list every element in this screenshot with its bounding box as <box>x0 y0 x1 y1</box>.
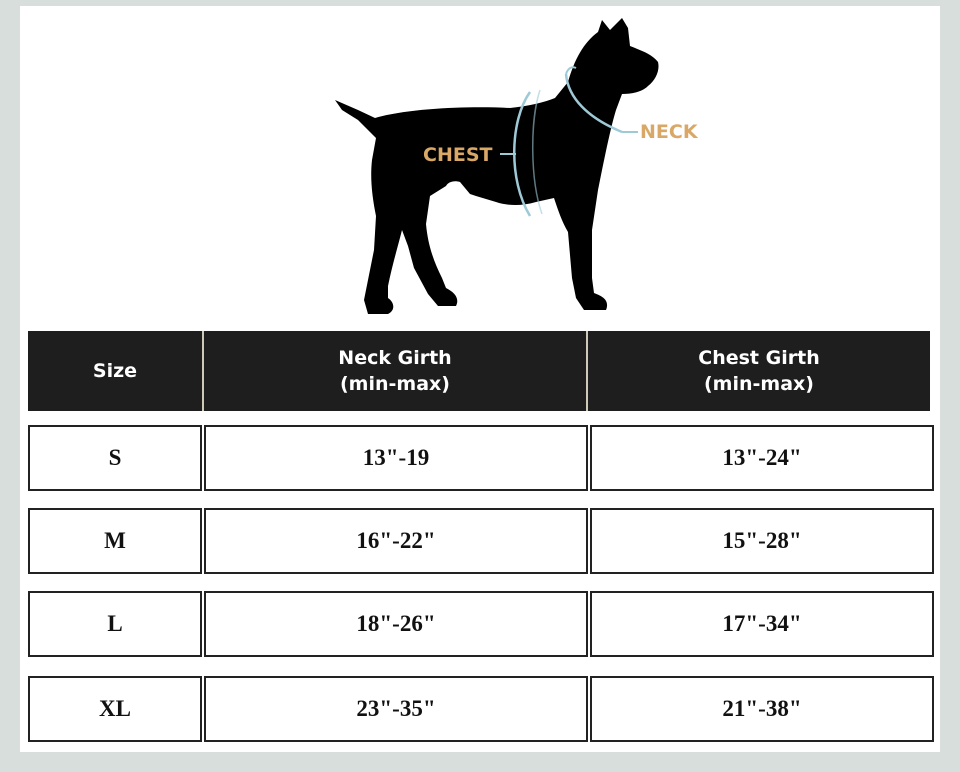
dog-silhouette-icon <box>330 10 730 320</box>
neck-girth-cell: 13"-19 <box>204 425 588 491</box>
neck-girth-cell: 23"-35" <box>204 676 588 742</box>
neck-label: NECK <box>640 121 698 143</box>
header-chest-girth <box>586 331 930 411</box>
size-cell: S <box>28 425 202 491</box>
header-neck-girth <box>202 331 586 411</box>
header-chest-line2: (min-max) <box>704 373 814 395</box>
chest-girth-cell: 15"-28" <box>590 508 934 574</box>
table-row <box>28 425 934 491</box>
header-neck-line2: (min-max) <box>340 373 450 395</box>
header-neck-line1: Neck Girth <box>338 347 452 369</box>
table-row <box>28 676 934 742</box>
header-size-text: Size <box>92 360 138 382</box>
chest-girth-cell: 17"-34" <box>590 591 934 657</box>
size-cell: XL <box>28 676 202 742</box>
table-row <box>28 591 934 657</box>
dog-body <box>335 18 659 314</box>
header-size <box>28 331 202 411</box>
table-row <box>28 508 934 574</box>
chest-label: CHEST <box>423 144 493 166</box>
neck-girth-cell: 18"-26" <box>204 591 588 657</box>
size-cell: M <box>28 508 202 574</box>
size-cell: L <box>28 591 202 657</box>
header-chest-line1: Chest Girth <box>698 347 820 369</box>
chest-girth-cell: 13"-24" <box>590 425 934 491</box>
dog-measurement-figure <box>330 10 730 320</box>
table-header-row <box>28 331 934 411</box>
chest-girth-cell: 21"-38" <box>590 676 934 742</box>
size-chart-card <box>20 6 940 752</box>
neck-girth-cell: 16"-22" <box>204 508 588 574</box>
